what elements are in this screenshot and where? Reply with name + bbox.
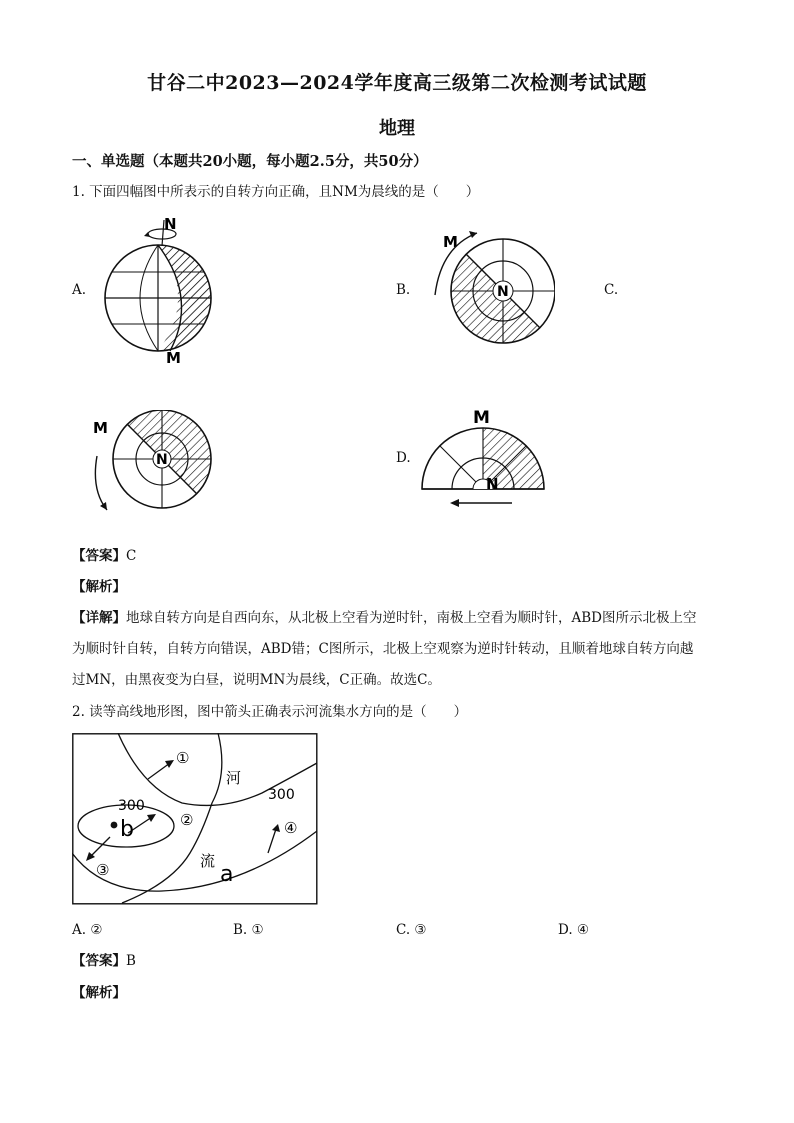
q2-stem: 2. 读等高线地形图，图中箭头正确表示河流集水方向的是（ ） bbox=[72, 704, 468, 720]
q2-arrow-4: ④ bbox=[284, 819, 298, 837]
q1-answer-value: C bbox=[126, 548, 137, 564]
q2-option-c: C. ③ bbox=[396, 922, 427, 938]
q1-figure-b bbox=[425, 225, 555, 355]
q2-option-a: A. ② bbox=[72, 922, 103, 938]
q1-option-b-label: B. bbox=[396, 282, 411, 298]
q2-arrow-1: ① bbox=[176, 749, 190, 767]
q1-option-a-label: A. bbox=[72, 282, 87, 298]
q2-answer bbox=[72, 951, 136, 971]
q1-answer-tag: 【答案】 bbox=[72, 548, 126, 564]
exam-title: 甘谷二中2023—2024学年度高三级第二次检测考试试题 bbox=[147, 72, 647, 94]
q2-arrow-3: ③ bbox=[96, 861, 110, 879]
q1-detail-line-1: 地球自转方向是自西向东，从北极上空看为逆时针，南极上空看为顺时针，ABD图所示北极上空 bbox=[126, 610, 697, 626]
q1-stem: 1. 下面四幅图中所表示的自转方向正确，且NM为晨线的是（ ） bbox=[72, 184, 480, 200]
q1-a-m-label: M bbox=[166, 349, 181, 367]
q1-detail-line-2: 为顺时针自转，自转方向错误，ABD错；C图所示，北极上空观察为逆时针转动，且顺着地球自转方向越 bbox=[72, 641, 694, 657]
q2-option-b: B. ① bbox=[233, 922, 264, 938]
q1-answer bbox=[72, 546, 136, 566]
q1-c-n-label: N bbox=[156, 452, 168, 468]
q2-arrow-2: ② bbox=[180, 811, 194, 829]
q1-d-m-label: M bbox=[473, 408, 490, 428]
q2-contour-map bbox=[72, 733, 318, 905]
q1-d-n-label: N bbox=[486, 475, 499, 493]
q2-point-a: a bbox=[220, 862, 234, 887]
q2-river-he: 河 bbox=[226, 769, 242, 787]
q2-point-b: b bbox=[120, 817, 134, 842]
q1-option-c-label: C. bbox=[604, 282, 619, 298]
q2-contour-left: 300 bbox=[118, 798, 145, 814]
q1-figure-d bbox=[418, 403, 550, 515]
q1-detail bbox=[72, 603, 732, 696]
q1-analysis-tag: 【解析】 bbox=[72, 579, 126, 595]
q1-b-m-label: M bbox=[443, 233, 458, 251]
q2-option-d: D. ④ bbox=[558, 922, 590, 938]
q1-option-d-label: D. bbox=[396, 450, 411, 466]
q1-figure-a bbox=[100, 210, 220, 370]
q2-answer-value: B bbox=[126, 953, 136, 969]
q2-answer-tag: 【答案】 bbox=[72, 953, 126, 969]
q1-detail-line-3: 过MN，由黑夜变为白昼，说明MN为晨线，C正确。故选C。 bbox=[72, 672, 441, 688]
q1-figure-c bbox=[85, 410, 225, 520]
q2-contour-right: 300 bbox=[268, 787, 295, 803]
q2-river-liu: 流 bbox=[200, 852, 216, 870]
exam-subject: 地理 bbox=[379, 118, 415, 139]
q2-analysis-tag: 【解析】 bbox=[72, 985, 126, 1001]
q1-detail-tag: 【详解】 bbox=[72, 610, 126, 626]
section-heading: 一、单选题（本题共20小题，每小题2.5分，共50分） bbox=[72, 153, 428, 170]
q1-a-n-label: N bbox=[164, 215, 177, 233]
q1-b-n-label: N bbox=[497, 284, 509, 300]
q1-c-m-label: M bbox=[93, 419, 108, 437]
